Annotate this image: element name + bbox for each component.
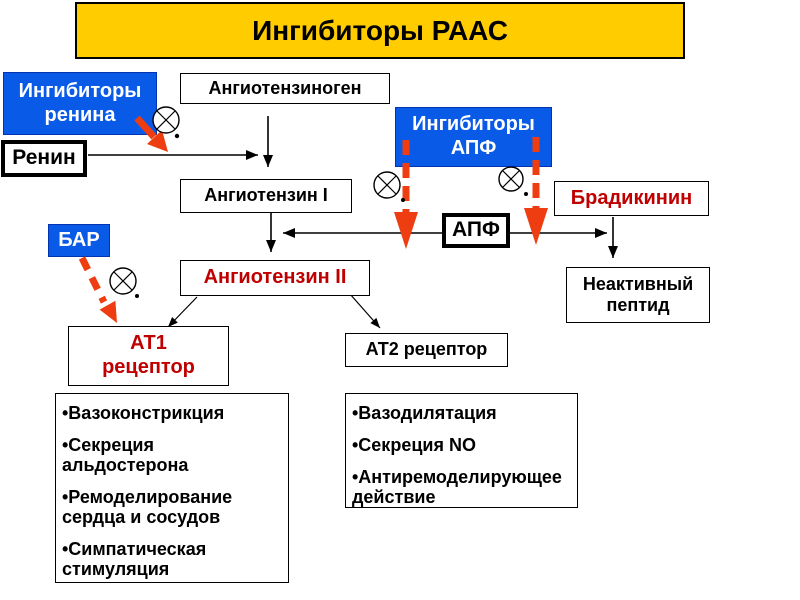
list-item: •Вазоконстрикция: [62, 403, 225, 423]
list-item: •Секреция альдостерона: [62, 435, 189, 475]
node-label: АТ2 рецептор: [365, 339, 488, 360]
node-label: ренина: [44, 103, 116, 126]
node-label: Ингибиторы: [18, 79, 142, 102]
node-label: пептид: [606, 295, 670, 315]
crossed-circle-icon: [499, 167, 528, 196]
list-item: •Антиремоделирующее действие: [352, 467, 562, 507]
node-label: АПФ: [452, 218, 500, 242]
node-label: Ангиотензин II: [203, 266, 347, 289]
list-item: •Ремоделирование сердца и сосудов: [62, 487, 233, 527]
crossed-circle-icon: [153, 107, 179, 138]
node-label: рецептор: [102, 356, 195, 378]
inhibit-arrow-ace-left: [394, 140, 418, 249]
node-label: Брадикинин: [570, 186, 693, 209]
node-label: Ангиотензин I: [204, 185, 328, 206]
node-label: БАР: [58, 228, 100, 251]
list-item: •Секреция NO: [352, 435, 476, 455]
node-label: Неактивный: [582, 273, 694, 294]
node-label: АТ1: [130, 332, 167, 355]
inhibit-arrow-ace-right: [524, 137, 548, 245]
inhibit-arrow-bar: [82, 258, 117, 323]
slide-title-text: Ингибиторы РААС: [252, 14, 508, 46]
crossed-circle-icon: [374, 172, 405, 202]
crossed-circle-icon: [110, 268, 139, 298]
node-label: Ангиотензиноген: [208, 77, 362, 98]
node-label: АПФ: [450, 137, 497, 159]
node-label: Ренин: [12, 146, 76, 170]
node-label: Ингибиторы: [412, 113, 535, 136]
list-item: •Симпатическая стимуляция: [62, 539, 207, 579]
list-item: •Вазодилятация: [352, 403, 497, 423]
